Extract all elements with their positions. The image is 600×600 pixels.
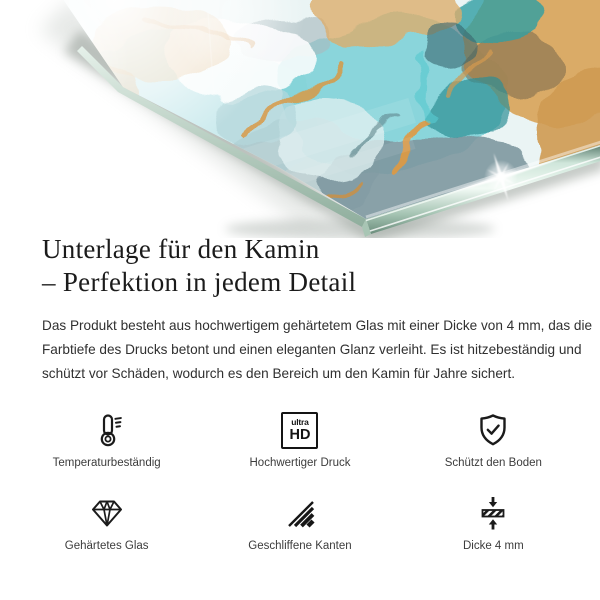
product-description bbox=[42, 314, 593, 386]
shield-check-icon bbox=[474, 406, 512, 454]
feature-floor-protection bbox=[397, 406, 590, 469]
features-grid bbox=[0, 406, 600, 552]
ultra-hd-icon bbox=[281, 406, 318, 454]
feature-polished-edges bbox=[203, 489, 396, 552]
glass-panel-photo bbox=[0, 0, 600, 238]
feature-label: Schützt den Boden bbox=[444, 457, 542, 469]
diamond-icon bbox=[88, 489, 126, 537]
feature-print-quality bbox=[203, 406, 396, 469]
product-image bbox=[0, 0, 600, 238]
feature-tempered-glass bbox=[10, 489, 203, 552]
thermometer-icon bbox=[88, 406, 126, 454]
feature-label: Temperaturbeständig bbox=[52, 457, 161, 469]
feature-label: Geschliffene Kanten bbox=[248, 540, 352, 552]
description-line: Farbtiefe des Drucks betont und einen eleganten Glanz verleiht. Es ist hitzebeständig und bbox=[42, 342, 582, 357]
content-area bbox=[0, 226, 600, 552]
feature-thickness bbox=[397, 489, 590, 552]
page-title bbox=[42, 233, 560, 299]
feature-temperature-resistant bbox=[10, 406, 203, 469]
description-line: schützt vor Schäden, wodurch es den Bereich um den Kamin für Jahre sichert. bbox=[42, 366, 516, 381]
thickness-icon bbox=[474, 489, 512, 537]
polished-edges-icon bbox=[281, 489, 319, 537]
title-line-2: – Perfektion in jedem Detail bbox=[42, 267, 357, 297]
feature-label: Hochwertiger Druck bbox=[249, 457, 351, 469]
description-line: Das Produkt besteht aus hochwertigem gehärtetem Glas mit einer Dicke von 4 mm, das die bbox=[42, 318, 593, 333]
feature-label: Gehärtetes Glas bbox=[64, 540, 149, 552]
feature-label: Dicke 4 mm bbox=[462, 540, 524, 552]
title-line-1: Unterlage für den Kamin bbox=[42, 234, 320, 264]
ultra-hd-badge-top: ultra bbox=[291, 417, 309, 427]
ultra-hd-badge-bottom: HD bbox=[289, 426, 311, 443]
